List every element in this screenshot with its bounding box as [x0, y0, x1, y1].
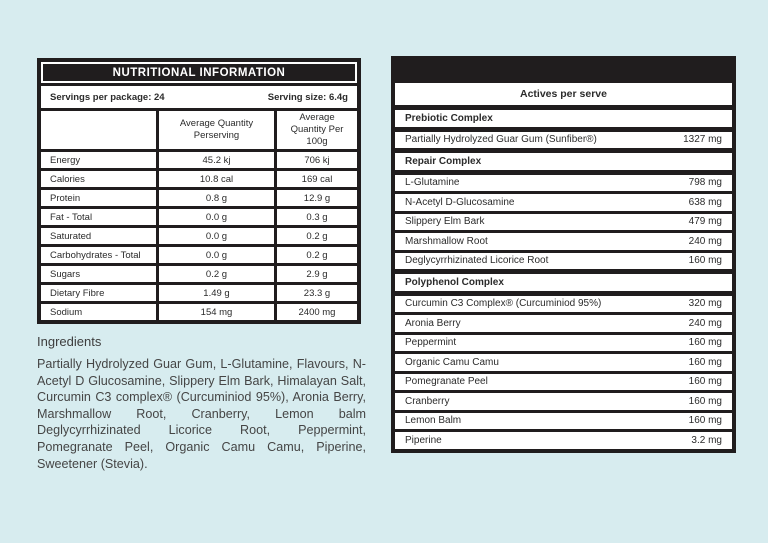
- active-name: Piperine: [405, 434, 442, 446]
- nutrient-per-serving: 0.8 g: [159, 190, 274, 206]
- active-amount: 1327 mg: [683, 134, 722, 146]
- column-header-row: [41, 111, 357, 149]
- section-label: Prebiotic Complex: [405, 112, 493, 124]
- actives-table-title: Actives per serve: [395, 83, 732, 105]
- nutrient-per-100g: 0.3 g: [277, 209, 357, 225]
- nutrient-label: Calories: [41, 171, 156, 187]
- active-name: Cranberry: [405, 395, 450, 407]
- nutrient-per-100g: 23.3 g: [277, 285, 357, 301]
- active-amount: 479 mg: [688, 216, 722, 228]
- active-name: Peppermint: [405, 337, 457, 349]
- active-name: Partially Hydrolyzed Guar Gum (Sunfiber®): [405, 134, 597, 146]
- nutrient-per-100g: 706 kj: [277, 152, 357, 168]
- actives-row: [395, 175, 732, 192]
- nutrition-row-energy: [41, 152, 357, 168]
- nutrient-label: Carbohydrates - Total: [41, 247, 156, 263]
- ingredients-section: [37, 333, 366, 472]
- actives-row: [395, 132, 732, 149]
- servings-row: [41, 86, 357, 108]
- active-amount: 160 mg: [688, 255, 722, 267]
- nutrition-row-sodium: [41, 304, 357, 320]
- active-name: Curcumin C3 Complex® (Curcuminiod 95%): [405, 298, 602, 310]
- actives-row: [395, 233, 732, 250]
- nutrient-per-100g: 2400 mg: [277, 304, 357, 320]
- active-name: L-Glutamine: [405, 177, 460, 189]
- ingredients-text-line: Marshmallow Root, Cranberry, Lemon balm: [37, 406, 366, 421]
- nutrient-per-100g: 2.9 g: [277, 266, 357, 282]
- nutrient-label: Protein: [41, 190, 156, 206]
- actives-row: [395, 335, 732, 352]
- active-amount: 160 mg: [688, 395, 722, 407]
- actives-row: [395, 354, 732, 371]
- nutrient-per-serving: 10.8 cal: [159, 171, 274, 187]
- active-name: Pomegranate Peel: [405, 376, 488, 388]
- ingredients-text-line: Partially Hydrolyzed Guar Gum, L-Glutamine, Flavours, N-: [37, 357, 366, 371]
- ingredients-text-line: Acetyl D Glucosamine, Slippery Elm Bark, Himalayan Salt,: [37, 373, 366, 388]
- nutrient-per-100g: 0.2 g: [277, 228, 357, 244]
- actives-row: [395, 253, 732, 270]
- active-name: Deglycyrrhizinated Licorice Root: [405, 255, 549, 267]
- nutrient-per-serving: 0.0 g: [159, 228, 274, 244]
- actives-row: [395, 393, 732, 410]
- nutrient-label: Energy: [41, 152, 156, 168]
- nutrient-label: Fat - Total: [41, 209, 156, 225]
- actives-section-prebiotic: [395, 110, 732, 127]
- nutrient-label: Dietary Fibre: [41, 285, 156, 301]
- nutrient-per-100g: 0.2 g: [277, 247, 357, 263]
- actives-row: [395, 432, 732, 449]
- actives-row: [395, 214, 732, 231]
- active-name: Marshmallow Root: [405, 235, 488, 247]
- nutrition-table-title: NUTRITIONAL INFORMATION: [41, 62, 357, 83]
- active-amount: 638 mg: [688, 196, 722, 208]
- actives-row: [395, 413, 732, 430]
- active-name: Organic Camu Camu: [405, 356, 499, 368]
- ingredients-text-line: Deglycyrrhizinated Licorice Root, Peppermint,: [37, 423, 366, 438]
- nutrient-per-serving: 45.2 kj: [159, 152, 274, 168]
- ingredients-heading: Ingredients: [37, 334, 102, 349]
- nutrition-row-sugars: [41, 266, 357, 282]
- column-header-per-100g: Average Quantity Per 100g: [277, 111, 357, 149]
- column-header-per-serving: Average Quantity Perserving: [159, 111, 274, 149]
- nutritional-information-table: [37, 58, 361, 324]
- actives-row: [395, 374, 732, 391]
- ingredients-text-line: Pomegranate Peel, Organic Camu Camu, Piperine,: [37, 439, 366, 454]
- active-amount: 160 mg: [688, 337, 722, 349]
- nutrient-per-100g: 169 cal: [277, 171, 357, 187]
- active-name: N-Acetyl D-Glucosamine: [405, 196, 515, 208]
- active-amount: 320 mg: [688, 298, 722, 310]
- nutrition-row-calories: [41, 171, 357, 187]
- column-header-empty: [41, 111, 156, 149]
- actives-section-repair: [395, 153, 732, 170]
- servings-per-package: Servings per package: 24: [50, 91, 165, 103]
- nutrient-label: Sodium: [41, 304, 156, 320]
- nutrient-label: Sugars: [41, 266, 156, 282]
- nutrition-row-carbohydrates: [41, 247, 357, 263]
- actives-table-top-bar: [395, 60, 732, 80]
- active-amount: 160 mg: [688, 415, 722, 427]
- nutrient-per-serving: 1.49 g: [159, 285, 274, 301]
- active-amount: 160 mg: [688, 376, 722, 388]
- ingredients-text-line: Curcumin C3 complex® (Curcuminiod 95%), Aronia Berry,: [37, 390, 366, 405]
- nutrient-per-serving: 0.0 g: [159, 209, 274, 225]
- nutrition-row-dietary-fibre: [41, 285, 357, 301]
- actives-row: [395, 315, 732, 332]
- active-name: Lemon Balm: [405, 415, 462, 427]
- nutrient-per-100g: 12.9 g: [277, 190, 357, 206]
- nutrition-row-protein: [41, 190, 357, 206]
- actives-row: [395, 194, 732, 211]
- nutrition-row-fat-total: [41, 209, 357, 225]
- active-amount: 798 mg: [688, 177, 722, 189]
- section-label: Repair Complex: [405, 155, 482, 167]
- actives-section-polyphenol: [395, 274, 732, 291]
- nutrient-per-serving: 0.2 g: [159, 266, 274, 282]
- section-label: Polyphenol Complex: [405, 276, 504, 288]
- active-amount: 160 mg: [688, 356, 722, 368]
- nutrition-row-saturated: [41, 228, 357, 244]
- ingredients-text-line: Sweetener (Stevia).: [37, 456, 148, 471]
- nutrient-per-serving: 0.0 g: [159, 247, 274, 263]
- active-amount: 240 mg: [688, 235, 722, 247]
- active-amount: 240 mg: [688, 317, 722, 329]
- nutrient-per-serving: 154 mg: [159, 304, 274, 320]
- active-name: Slippery Elm Bark: [405, 216, 485, 228]
- actives-per-serve-table: [391, 56, 736, 453]
- nutrient-label: Saturated: [41, 228, 156, 244]
- active-amount: 3.2 mg: [691, 434, 722, 446]
- actives-row: [395, 296, 732, 313]
- active-name: Aronia Berry: [405, 317, 461, 329]
- serving-size: Serving size: 6.4g: [267, 91, 348, 103]
